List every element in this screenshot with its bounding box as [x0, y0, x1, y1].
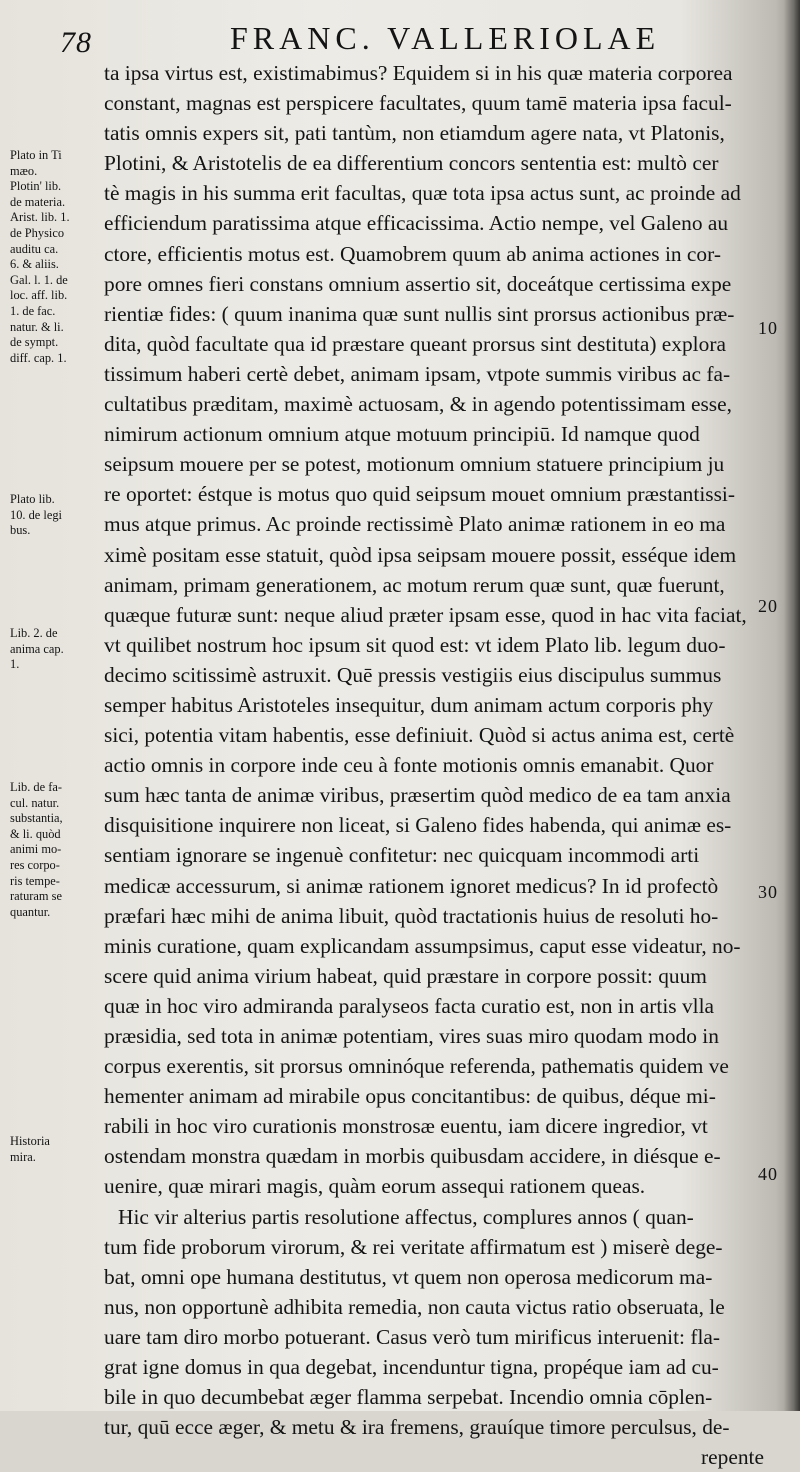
text-line: decimo scitissimè astruxit. Quē pressis vestigiis eius discipulus summus: [104, 662, 722, 687]
line-number: 40: [758, 1164, 778, 1184]
text-line: Hic vir alterius partis resolutione affectus, complures annos ( quan-: [118, 1204, 694, 1229]
text-line: quæque futuræ sunt: neque aliud præter ipsam esse, quod in hac vita faciat,: [104, 602, 747, 627]
running-head: FRANC. VALLERIOLAE: [230, 20, 661, 56]
text-line: actio omnis in corpore inde ceu à fonte motionis omnis emanabit. Quor: [104, 753, 714, 778]
text-line: præsidia, sed tota in animæ potentiam, vires suas miro quodam modo in: [104, 1024, 719, 1048]
text-line: nimirum actionum omnium atque motuum principiū. Id namque quod: [104, 422, 700, 447]
text-line: animam, primam generationem, ac motum rerum quæ sunt, quæ fuerunt,: [104, 572, 725, 597]
page-edge-shadow: [784, 0, 800, 1411]
text-line: hementer animam ad mirabile opus concitantibus: de quibus, déque mi-: [104, 1084, 716, 1109]
text-line: pore omnes fieri constans omnium assertio sit, doceátque certissima expe: [104, 271, 732, 296]
text-line: re oportet: éstque is motus quo quid seipsum mouet omnium præstantissi-: [104, 482, 735, 507]
text-line: disquisitione inquirere non liceat, si Galeno fides habenda, qui animæ es-: [104, 813, 732, 838]
text-line: rientiæ fides: ( quum inanima quæ sunt nullis sint prorsus actionibus præ-: [104, 301, 735, 326]
marginal-note: Plato lib. 10. de legi bus.: [10, 492, 62, 538]
text-line: dita, quòd facultate qua id præstare queant prorsus sint destituta) explora: [104, 331, 726, 356]
body-text: [104, 58, 764, 1472]
line-number: 30: [758, 882, 778, 902]
text-line: sici, potentia vitam habentis, esse definiuit. Quòd si actus anima est, certè: [104, 723, 735, 748]
text-line: semper habitus Aristoteles insequitur, dum animam actum corporis phy: [104, 692, 714, 717]
text-line: constant, magnas est perspicere facultates, quum tamē materia ipsa facul-: [104, 91, 732, 116]
text-line: ximè positam esse statuit, quòd ipsa seipsam mouere possit, esséque idem: [104, 542, 737, 567]
text-line: sentiam ignorare se ingenuè confitetur: nec quicquam incommodi arti: [104, 843, 700, 868]
text-line: ta ipsa virtus est, existimabimus? Equidem si in his quæ materia corporea: [104, 61, 733, 85]
text-line: grat igne domus in qua degebat, incenduntur tigna, propéque iam ad cu-: [104, 1355, 719, 1380]
text-line: quæ in hoc viro admiranda paralyseos facta curatio est, non in artis vlla: [104, 993, 715, 1018]
line-number: 10: [758, 318, 778, 338]
marginal-note: Lib. de fa- cul. natur. substantia, & li. quòd animi mo- res corpo- ris tempe- raturam se quantur.: [10, 780, 63, 919]
text-line: sum hæc tanta de animæ viribus, præsertim quòd medico de ea tam anxia: [104, 783, 731, 808]
text-line: nus, non opportunè adhibita remedia, non cauta victus ratio obseruata, le: [104, 1294, 725, 1319]
line-number: 20: [758, 596, 778, 616]
text-line: Plotini, & Aristotelis de ea differentium concors sententia est: multò cer: [104, 151, 719, 176]
text-line: ostendam monstra quædam in morbis quibusdam accidere, in diésque e-: [104, 1144, 721, 1169]
page-number: 78: [60, 26, 92, 59]
text-line: cultatibus præditam, maximè actuosam, & in agendo potentissimam esse,: [104, 392, 732, 417]
text-line: tè magis in his summa erit facultas, quæ tota ipsa actus sunt, ac proinde ad: [104, 181, 741, 206]
text-line: tatis omnis expers sit, pati tantùm, non etiamdum agere nata, vt Platonis,: [104, 121, 725, 146]
text-line: bile in quo decumbebat æger flamma serpebat. Incendio omnia cōplen-: [104, 1385, 713, 1410]
text-line: rabili in hoc viro curationis monstrosæ euentu, iam dicere ingredior, vt: [104, 1114, 708, 1139]
text-line: corpus exerentis, sit prorsus omninóque referenda, pathematis quidem ve: [104, 1054, 729, 1079]
marginal-note: Plato in Ti mæo. Plotin' lib. de materia. Arist. lib. 1. de Physico auditu ca. 6. & aliis. Gal. l. 1. de loc. aff. lib. 1. de fac. natur. & li. de sympt. diff. cap. 1.: [10, 148, 70, 365]
text-line: bat, omni ope humana destitutus, vt quem non operosa medicorum ma-: [104, 1264, 713, 1289]
text-line: ctore, efficientis motus est. Quamobrem quum ab anima actiones in cor-: [104, 241, 721, 266]
text-line: præfari hæc mihi de anima libuit, quòd tractationis huius de resoluti ho-: [104, 903, 719, 928]
text-line: uenire, quæ mirari magis, quàm eorum assequi rationem queas.: [104, 1174, 646, 1199]
text-line: seipsum mouere per se potest, motionum omnium statuere principium ju: [104, 452, 725, 477]
text-line: medicæ accessurum, si animæ rationem ignoret medicus? In id profectò: [104, 873, 719, 898]
text-line: mus atque primus. Ac proinde rectissimè Plato animæ rationem in eo ma: [104, 512, 726, 537]
text-line: minis curatione, quam explicandam assumpsimus, caput esse videatur, no-: [104, 933, 741, 958]
text-line: scere quid anima virium habeat, quid præstare in corpore possit: quum: [104, 963, 707, 988]
catchword: repente: [701, 1445, 764, 1470]
text-line: tissimum haberi certè debet, animam ipsam, vtpote summis viribus ac fa-: [104, 361, 731, 386]
text-line: tur, quū ecce æger, & metu & ira fremens, grauíque timore perculsus, de-: [104, 1415, 730, 1440]
text-line: efficiendum paratissima atque efficacissima. Actio nempe, vel Galeno au: [104, 211, 729, 236]
marginal-note: Lib. 2. de anima cap. 1.: [10, 626, 64, 672]
text-line: uare tam diro morbo potuerant. Casus verò tum mirificus interuenit: fla-: [104, 1324, 721, 1349]
text-line: vt quilibet nostrum hoc ipsum sit quod est: vt idem Plato lib. legum duo-: [104, 632, 726, 657]
text-line: tum fide proborum virorum, & rei veritate affirmatum est ) miserè dege-: [104, 1234, 723, 1259]
marginal-note: Historia mira.: [10, 1134, 50, 1164]
